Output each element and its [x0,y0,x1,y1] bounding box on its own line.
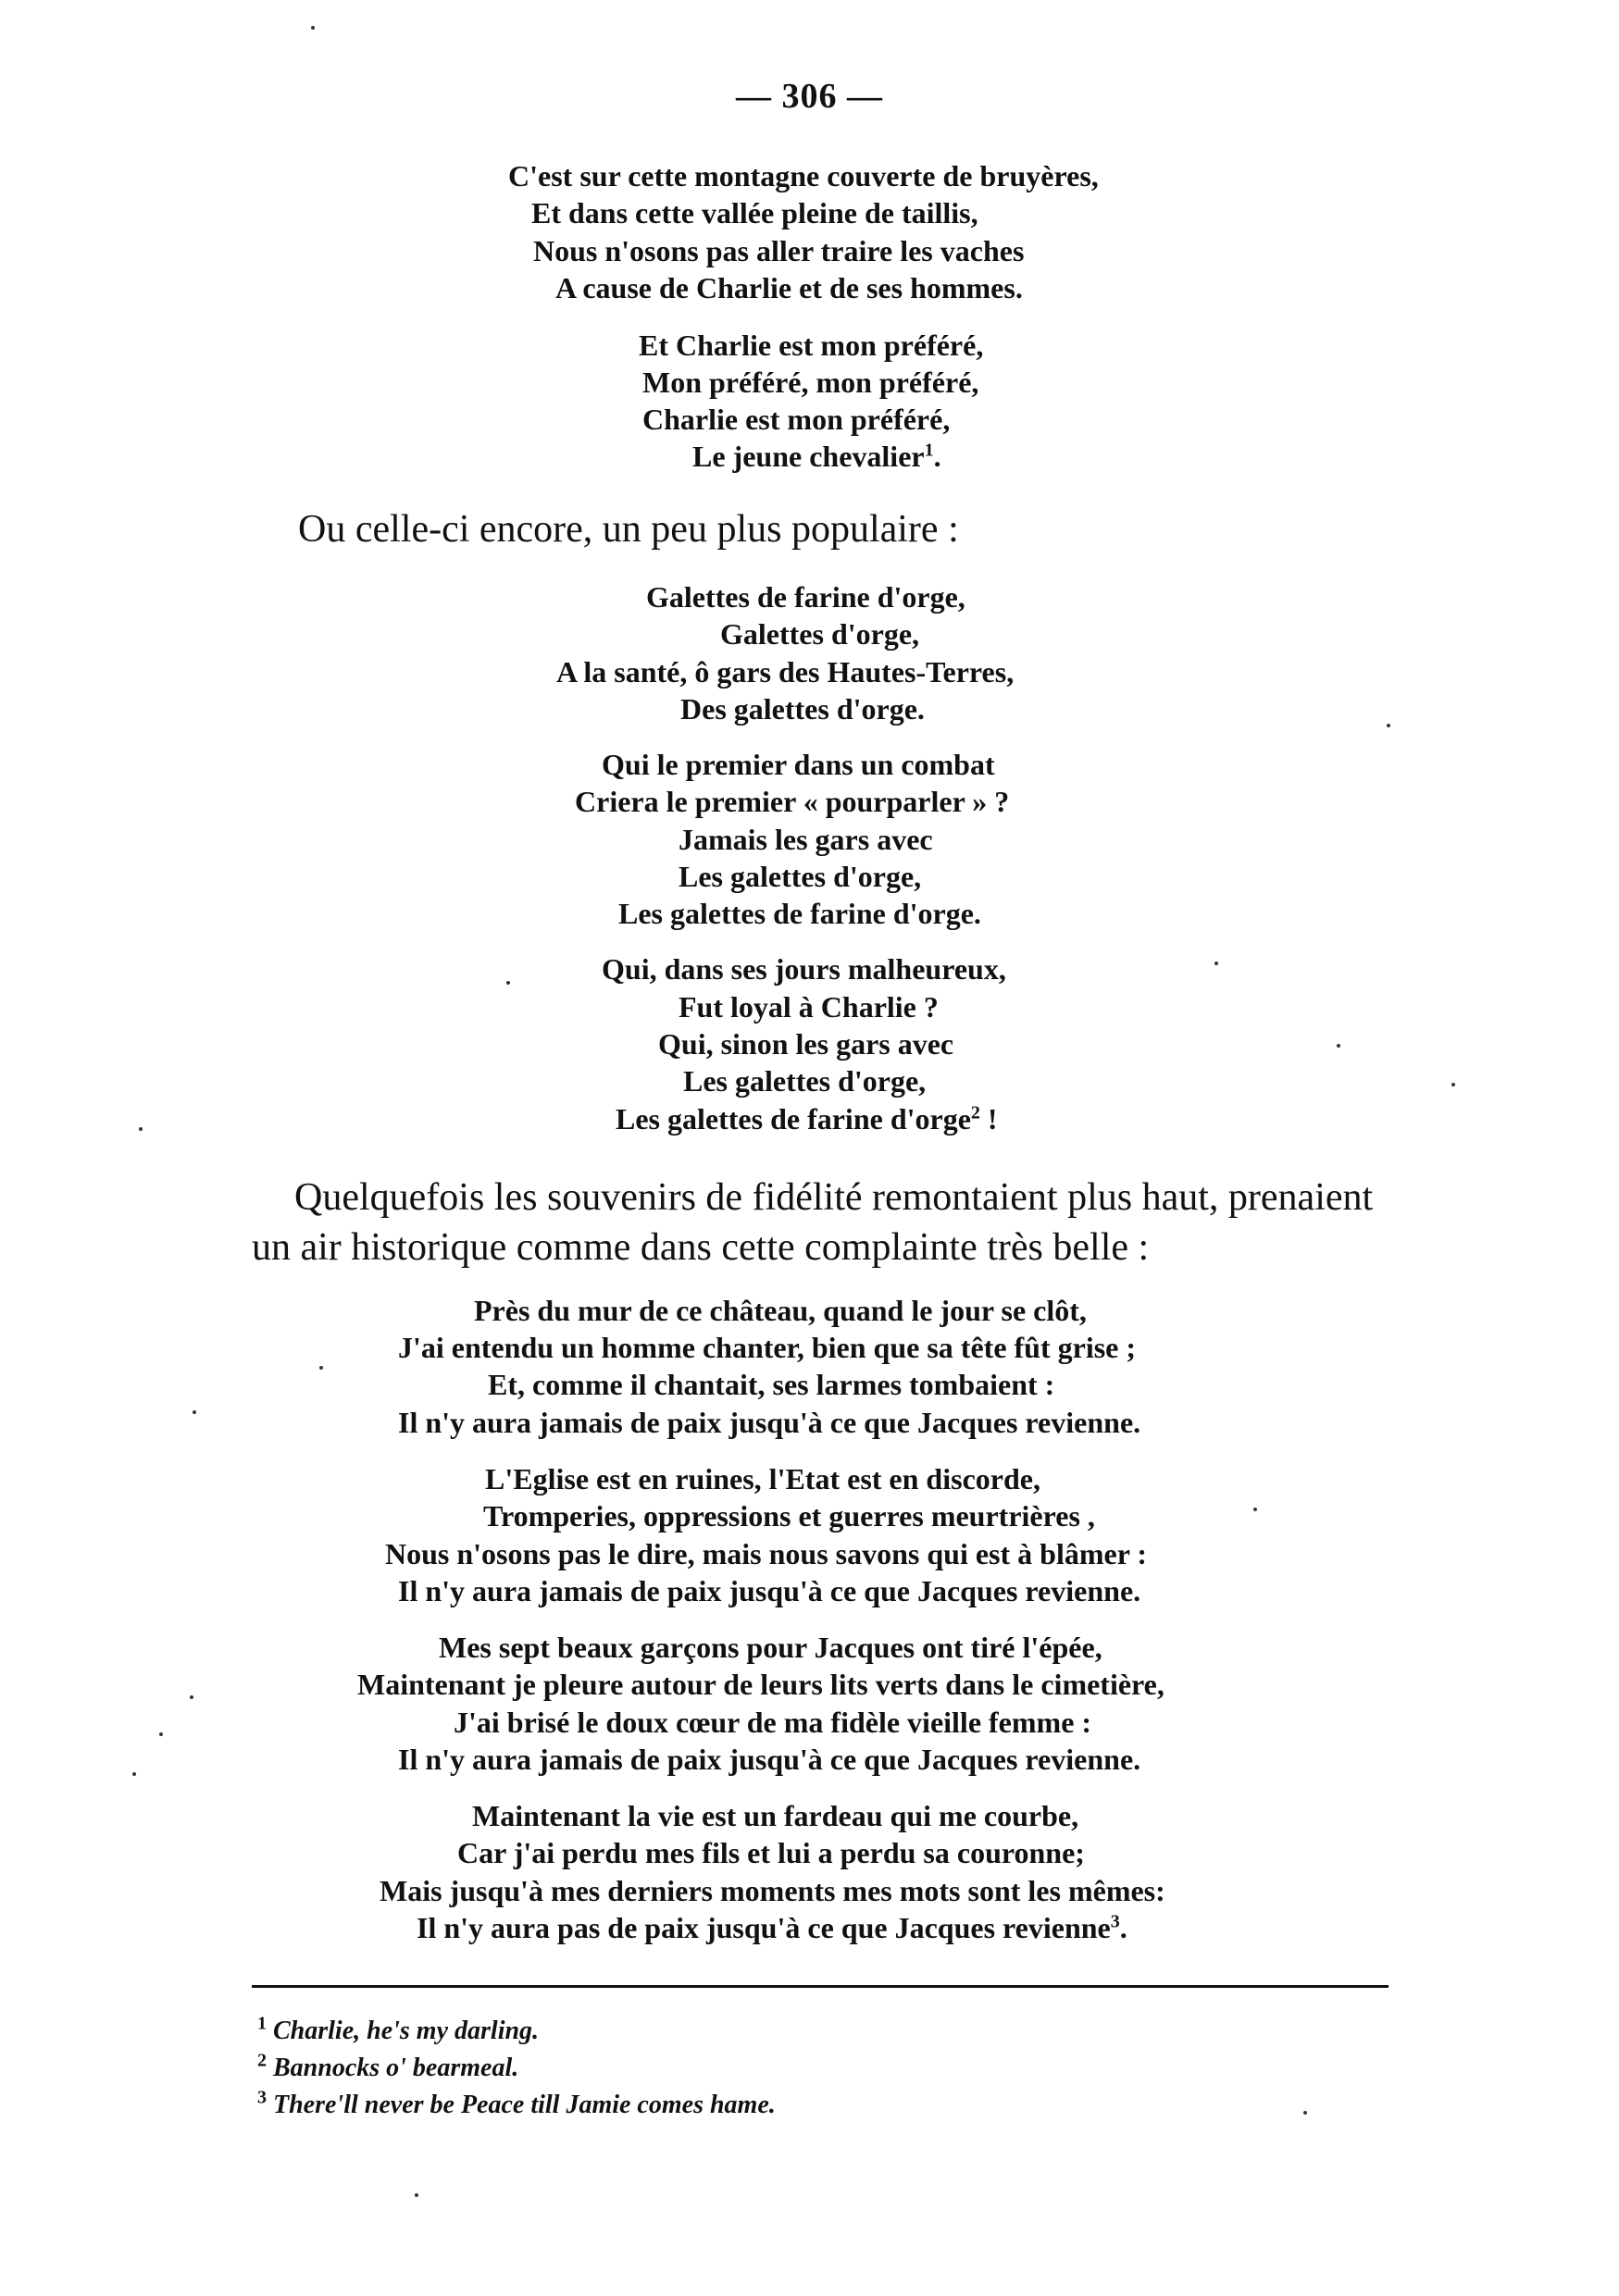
scan-speck [1451,1083,1455,1086]
footnote-3 [257,2087,776,2121]
verse-line: Qui, sinon les gars avec [658,1027,954,1061]
intro-paragraph-2-line-1: Quelquefois les souvenirs de fidélité remontaient plus haut, prenaient [294,1176,1374,1219]
verse-line-with-note: Le jeune chevalier$^1$. [692,440,941,473]
verse-line: Criera le premier « pourparler » ? [575,785,1010,818]
scan-speck [132,1772,136,1776]
footnote-separator [252,1985,1389,1988]
footnote-1 [257,2013,540,2047]
footnote-text: Bannocks o' bearmeal. [273,2054,519,2082]
verse-text: Le jeune chevalier [692,440,925,473]
verse-line: Les galettes de farine d'orge. [618,897,981,930]
verse-line: Fut loyal à Charlie ? [679,990,939,1024]
verse-line: Il n'y aura jamais de paix jusqu'à ce que Jacques revienne. [398,1406,1141,1439]
intro-paragraph-1: Ou celle-ci encore, un peu plus populaire : [298,508,959,551]
scan-speck [311,26,315,30]
verse-line: Et, comme il chantait, ses larmes tombaient : [488,1368,1055,1401]
verse-line: Maintenant la vie est un fardeau qui me courbe, [472,1799,1079,1832]
verse-line: L'Eglise est en ruines, l'Etat est en discorde, [485,1462,1040,1496]
verse-line: Car j'ai perdu mes fils et lui a perdu sa couronne; [457,1836,1085,1869]
scan-speck [1303,2111,1307,2115]
verse-line: Tromperies, oppressions et guerres meurtrières , [483,1499,1095,1533]
verse-line: Près du mur de ce château, quand le jour se clôt, [474,1294,1087,1327]
verse-line: Et dans cette vallée pleine de taillis, [531,196,978,230]
verse-line: Et Charlie est mon préféré, [639,329,984,362]
footnote-mark: 1 [257,2013,267,2034]
verse-line: A cause de Charlie et de ses hommes. [555,271,1023,304]
page-number: — 306 — [736,77,883,116]
verse-line: Maintenant je pleure autour de leurs lits verts dans le cimetière, [357,1668,1164,1701]
verse-line: Qui, dans ses jours malheureux, [602,952,1006,986]
scan-speck [415,2193,418,2197]
verse-line: Nous n'osons pas le dire, mais nous savons qui est à blâmer : [385,1537,1147,1570]
scan-speck [319,1366,323,1370]
footnote-text: There'll never be Peace till Jamie comes hame. [273,2091,776,2119]
scan-speck [1253,1508,1257,1511]
verse-line: Mon préféré, mon préféré, [642,366,979,399]
scan-speck [193,1410,196,1414]
verse-line-with-note: Les galettes de farine d'orge$^2$ ! [616,1102,998,1136]
verse-line: Les galettes d'orge, [683,1064,927,1098]
footnote-ref-3[interactable]: 3 [1110,1911,1120,1932]
footnote-mark: 3 [257,2087,267,2108]
verse-line: Il n'y aura jamais de paix jusqu'à ce que Jacques revienne. [398,1743,1141,1776]
scan-speck [506,981,510,985]
footnote-ref-2[interactable]: 2 [970,1102,980,1123]
verse-line: Mais jusqu'à mes derniers moments mes mots sont les mêmes: [380,1874,1165,1907]
verse-line: J'ai brisé le doux cœur de ma fidèle vieille femme : [454,1706,1092,1739]
scan-speck [159,1732,163,1736]
verse-line: A la santé, ô gars des Hautes-Terres, [556,655,1015,689]
verse-line: Il n'y aura jamais de paix jusqu'à ce que Jacques revienne. [398,1574,1141,1607]
footnote-ref-1[interactable]: 1 [924,440,934,461]
intro-paragraph-2-line-2: un air historique comme dans cette complainte très belle : [252,1226,1150,1269]
scan-speck [1214,962,1218,965]
scan-speck [139,1127,143,1131]
footnote-text: Charlie, he's my darling. [273,2017,540,2045]
footnote-mark: 2 [257,2050,267,2071]
verse-text: Les galettes de farine d'orge [616,1102,971,1136]
verse-line: Des galettes d'orge. [680,692,925,726]
verse-line-with-note: Il n'y aura pas de paix jusqu'à ce que Jacques revienne$^3$. [417,1911,1127,1944]
verse-line: Les galettes d'orge, [679,860,922,893]
verse-line: Charlie est mon préféré, [642,403,951,436]
scan-speck [190,1695,193,1699]
scan-speck [1387,724,1390,727]
scan-speck [1337,1044,1340,1048]
verse-line: Qui le premier dans un combat [602,748,995,781]
verse-line: Galettes d'orge, [720,617,920,651]
verse-line: Mes sept beaux garçons pour Jacques ont tiré l'épée, [439,1631,1102,1664]
verse-line: J'ai entendu un homme chanter, bien que sa tête fût grise ; [398,1331,1137,1364]
verse-text: Il n'y aura pas de paix jusqu'à ce que Jacques revienne [417,1911,1111,1944]
verse-line: C'est sur cette montagne couverte de bruyères, [508,159,1099,192]
verse-line: Nous n'osons pas aller traire les vaches [533,234,1025,267]
verse-line: Galettes de farine d'orge, [646,580,965,614]
verse-line: Jamais les gars avec [679,823,933,856]
footnote-2 [257,2050,519,2084]
